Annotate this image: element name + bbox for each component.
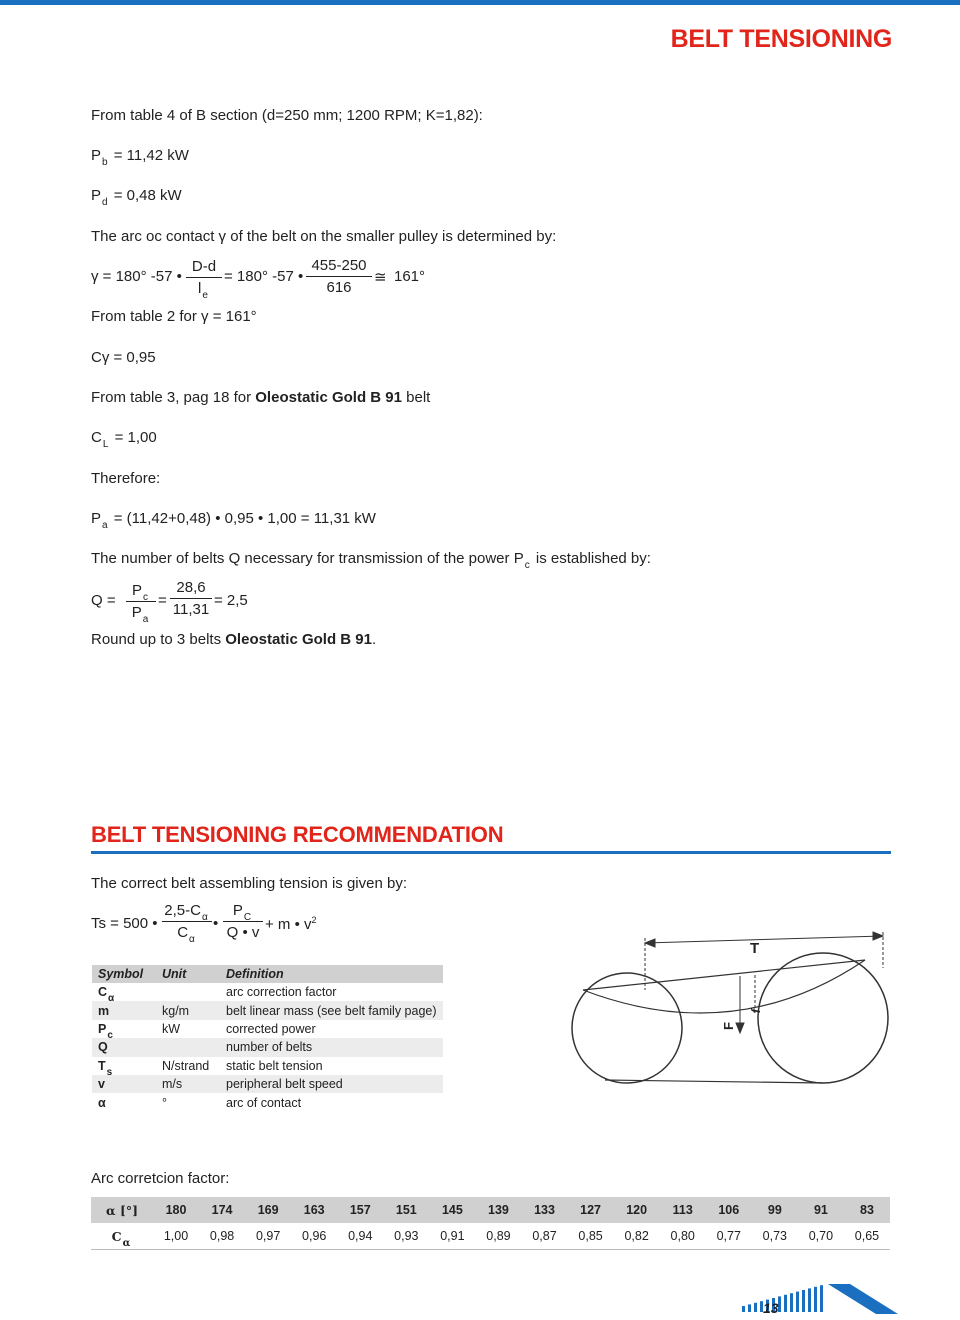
- logo-stripe: [748, 1304, 751, 1312]
- table3-pre: From table 3, pag 18 for: [91, 389, 252, 406]
- calpha-cell: 0,70: [798, 1223, 844, 1250]
- alpha-cell: 139: [475, 1197, 521, 1223]
- pb-line: [91, 147, 189, 168]
- header-symbol: Symbol: [92, 965, 156, 983]
- calc-intro: From table 4 of B section (d=250 mm; 1200 RPM; K=1,82):: [91, 107, 483, 124]
- symbol-table: [92, 965, 443, 1112]
- ts-f1-den-subscript: α: [189, 934, 195, 945]
- row-definition: arc of contact: [226, 1095, 302, 1110]
- alpha-cell: 133: [522, 1197, 568, 1223]
- nbelts-post: is established by:: [535, 550, 651, 567]
- gamma-approx: ≅: [374, 269, 387, 286]
- page-header-title: BELT TENSIONING: [670, 25, 892, 53]
- q-f1-num-subscript: c: [143, 592, 148, 603]
- belt-strands: [583, 960, 865, 1083]
- ts-tail-text: + m • v: [265, 916, 312, 933]
- calpha-cell: 0,96: [291, 1223, 337, 1250]
- gamma-fraction-1: [186, 258, 222, 301]
- alpha-cell: 83: [844, 1197, 890, 1223]
- fraction-bar: [306, 276, 372, 277]
- row-symbol: m: [98, 1003, 110, 1018]
- fraction-bar: [126, 601, 156, 602]
- section-title: BELT TENSIONING RECOMMENDATION: [91, 822, 504, 847]
- logo-stripe: [802, 1290, 805, 1312]
- cl-subscript: L: [102, 439, 109, 450]
- alpha-cell: 91: [798, 1197, 844, 1223]
- ts-fraction-1: [162, 902, 212, 945]
- pb-symbol: P: [91, 147, 102, 164]
- ts-tail: [265, 915, 317, 933]
- alpha-cell: 120: [614, 1197, 660, 1223]
- alpha-cell: 127: [568, 1197, 614, 1223]
- logo-stripe: [754, 1303, 757, 1312]
- gamma-f2-denominator: 616: [326, 279, 352, 296]
- nbelts-line: [91, 550, 651, 571]
- q-fraction-1: [126, 582, 156, 625]
- cl-symbol: C: [91, 429, 102, 446]
- alpha-header-label: α [°]: [91, 1197, 153, 1223]
- roundup-pre: Round up to 3 belts: [91, 631, 222, 648]
- pa-symbol: P: [91, 510, 102, 527]
- q-f2-numerator: 28,6: [176, 579, 206, 596]
- recommend-intro: The correct belt assembling tension is given by:: [91, 875, 407, 892]
- gamma-mid: = 180° -57 •: [224, 268, 304, 285]
- table-row: [92, 1020, 443, 1038]
- gamma-f2-numerator: 455-250: [311, 257, 367, 274]
- logo-stripe: [820, 1285, 823, 1312]
- row-unit: °: [162, 1095, 167, 1110]
- logo-stripe: [742, 1306, 745, 1312]
- ts-f1-num-subscript: α: [201, 912, 208, 923]
- fraction-bar: [223, 921, 263, 922]
- therefore-line: Therefore:: [91, 470, 161, 487]
- alpha-cell: 174: [199, 1197, 245, 1223]
- q-result: = 2,5: [214, 592, 248, 609]
- alpha-cell: 99: [752, 1197, 798, 1223]
- calpha-symbol: C: [111, 1228, 122, 1244]
- row-symbol-subscript: s: [106, 1066, 113, 1078]
- table-row: [92, 1057, 443, 1075]
- q-fraction-2: [170, 579, 212, 618]
- table-row: [92, 1093, 443, 1111]
- logo-stripe: [796, 1292, 799, 1312]
- calpha-cell: 0,82: [614, 1223, 660, 1250]
- logo-swoosh: [828, 1284, 898, 1314]
- pd-line: [91, 187, 182, 208]
- roundup-line: [91, 631, 376, 648]
- pd-subscript: d: [102, 197, 108, 208]
- table3-post: belt: [406, 389, 431, 406]
- q-eq: =: [158, 592, 167, 609]
- pa-subscript: a: [102, 520, 108, 531]
- belt-tension-diagram: [565, 918, 895, 1118]
- calpha-row-label: [91, 1223, 153, 1250]
- alpha-cell: 180: [153, 1197, 199, 1223]
- pa-value: = (11,42+0,48) • 0,95 • 1,00 = 11,31 kW: [113, 510, 376, 527]
- row-unit: [156, 983, 220, 1001]
- row-definition: number of belts: [220, 1038, 443, 1056]
- header-unit: Unit: [156, 965, 220, 983]
- q-f1-denominator: P: [131, 604, 142, 621]
- row-definition: arc correction factor: [226, 985, 337, 1000]
- row-symbol-subscript: c: [107, 1029, 113, 1041]
- table2-line: From table 2 for γ = 161°: [91, 308, 257, 325]
- table-row: [92, 1001, 443, 1019]
- arrowhead: [873, 932, 883, 940]
- gamma-lhs: γ = 180° -57 •: [91, 268, 182, 285]
- calpha-subscript: α: [122, 1237, 131, 1249]
- cgamma-line: Cγ = 0,95: [91, 349, 156, 366]
- arrowhead: [736, 1023, 744, 1033]
- logo-stripe: [784, 1295, 787, 1312]
- row-unit: m/s: [156, 1075, 220, 1093]
- pd-symbol: P: [91, 187, 102, 204]
- table3-product: Oleostatic Gold B 91: [255, 389, 402, 406]
- span-arrow: [645, 936, 883, 943]
- nbelts-pre: The number of belts Q necessary for transmission of the power P: [91, 550, 524, 567]
- ts-tail-superscript: 2: [311, 915, 317, 925]
- top-accent-bar: [0, 0, 960, 5]
- alpha-cell: 113: [660, 1197, 706, 1223]
- alpha-cell: 169: [245, 1197, 291, 1223]
- ts-f2-num-subscript: C: [243, 912, 252, 923]
- gamma-f1-numerator: D-d: [191, 258, 217, 275]
- large-pulley: [758, 953, 888, 1083]
- nbelts-subscript: c: [524, 560, 530, 571]
- row-definition: static belt tension: [226, 1058, 323, 1073]
- arc-table-value-row: [91, 1223, 890, 1250]
- tension-label: T: [750, 940, 760, 957]
- calpha-cell: 0,87: [522, 1223, 568, 1250]
- alpha-cell: 157: [337, 1197, 383, 1223]
- q-lhs: Q =: [91, 592, 116, 609]
- arrowhead: [645, 939, 655, 947]
- ts-f1-numerator: 2,5-C: [164, 902, 201, 919]
- cl-value: = 1,00: [114, 429, 157, 446]
- calpha-cell: 0,73: [752, 1223, 798, 1250]
- ts-lhs: Ts = 500 •: [91, 915, 158, 932]
- table-row: [92, 1075, 443, 1093]
- ts-f2-numerator: P: [232, 902, 243, 919]
- alpha-cell: 163: [291, 1197, 337, 1223]
- pa-line: [91, 510, 376, 531]
- row-symbol: P: [98, 1021, 107, 1036]
- alpha-cell: 106: [706, 1197, 752, 1223]
- calpha-cell: 0,97: [245, 1223, 291, 1250]
- gamma-fraction-2: [306, 257, 372, 296]
- row-unit: kW: [162, 1021, 181, 1036]
- cl-line: [91, 429, 157, 450]
- ts-f2-denominator: Q • v: [226, 924, 260, 941]
- arc-factor-label: Arc corretcion factor:: [91, 1170, 230, 1187]
- fraction-bar: [186, 277, 222, 278]
- ts-fraction-2: [223, 902, 263, 941]
- deflection-label: f: [749, 1009, 763, 1013]
- row-unit: N/strand: [162, 1058, 210, 1073]
- calpha-cell: 0,85: [568, 1223, 614, 1250]
- row-symbol: Q: [98, 1040, 108, 1055]
- arc-intro: The arc oc contact γ of the belt on the smaller pulley is determined by:: [91, 228, 557, 245]
- pb-value: = 11,42 kW: [113, 147, 189, 164]
- logo-stripe: [790, 1293, 793, 1312]
- pd-value: = 0,48 kW: [113, 187, 182, 204]
- calpha-cell: 0,89: [475, 1223, 521, 1250]
- table-row: [92, 1038, 443, 1056]
- row-definition: corrected power: [226, 1021, 316, 1036]
- section-rule: [91, 851, 891, 854]
- symbol-table-header: [92, 965, 443, 983]
- row-unit: [156, 1038, 220, 1056]
- ts-f1-denominator: C: [177, 924, 189, 941]
- q-f1-numerator: P: [131, 582, 142, 599]
- arc-correction-table: [91, 1197, 890, 1250]
- gamma-f1-denominator: l: [198, 280, 202, 297]
- calpha-cell: 0,77: [706, 1223, 752, 1250]
- logo-stripe: [808, 1288, 811, 1312]
- calpha-cell: 0,93: [383, 1223, 429, 1250]
- belt-deflected-strand: [583, 960, 865, 1013]
- header-definition: Definition: [220, 965, 443, 983]
- gamma-result: 161°: [394, 268, 426, 285]
- fraction-bar: [170, 598, 212, 599]
- q-f2-denominator: 11,31: [172, 601, 210, 618]
- alpha-cell: 145: [429, 1197, 475, 1223]
- ts-dot: •: [213, 915, 219, 932]
- row-symbol-subscript: α: [108, 993, 115, 1005]
- force-label: F: [721, 1022, 736, 1030]
- calpha-cell: 0,80: [660, 1223, 706, 1250]
- alpha-cell: 151: [383, 1197, 429, 1223]
- gamma-f1-den-subscript: e: [202, 290, 208, 301]
- calpha-cell: 1,00: [153, 1223, 199, 1250]
- row-symbol: α: [98, 1095, 106, 1110]
- logo-stripe: [814, 1287, 817, 1312]
- table-row: [92, 983, 443, 1001]
- table3-line: [91, 389, 430, 406]
- row-symbol: v: [98, 1077, 105, 1092]
- pb-subscript: b: [102, 157, 108, 168]
- page-number: 13: [763, 1300, 779, 1316]
- roundup-product: Oleostatic Gold B 91: [225, 631, 372, 648]
- row-symbol: C: [98, 985, 108, 1000]
- calpha-cell: 0,65: [844, 1223, 890, 1250]
- calpha-cell: 0,98: [199, 1223, 245, 1250]
- pulleys: [572, 953, 888, 1083]
- calpha-cell: 0,94: [337, 1223, 383, 1250]
- row-definition: belt linear mass (see belt family page): [220, 1001, 443, 1019]
- row-definition: peripheral belt speed: [220, 1075, 443, 1093]
- q-f1-den-subscript: a: [142, 614, 149, 625]
- calpha-cell: 0,91: [429, 1223, 475, 1250]
- row-unit: kg/m: [156, 1001, 220, 1019]
- row-symbol: T: [98, 1058, 106, 1073]
- roundup-post: .: [371, 631, 377, 648]
- belt-nominal-line: [583, 960, 865, 990]
- arc-table-header-row: [91, 1197, 890, 1223]
